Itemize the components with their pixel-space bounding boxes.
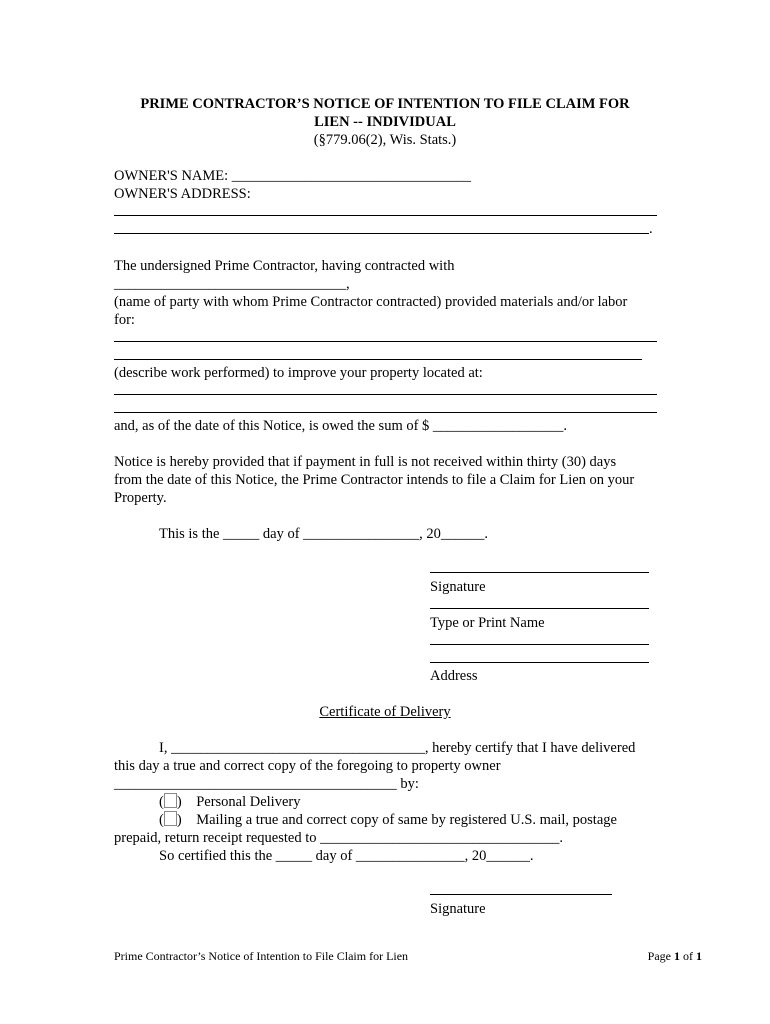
address-blank-1[interactable]	[430, 644, 649, 645]
print-name-label: Type or Print Name	[430, 615, 545, 631]
mail-delivery-option: ( ) Mailing a true and correct copy of same by registered U.S. mail, postage	[159, 812, 617, 828]
mail-delivery-checkbox[interactable]	[164, 811, 177, 826]
certificate-signature-label: Signature	[430, 901, 486, 917]
owner-address-label: OWNER'S ADDRESS:	[114, 186, 251, 202]
certificate-signature-blank[interactable]	[430, 894, 612, 895]
contracted-party-description: (name of party with whom Prime Contractor contracted) provided materials and/or labor	[114, 294, 628, 310]
owner-address-blank-1[interactable]	[114, 215, 657, 216]
owner-name-line[interactable]: OWNER'S NAME: _________________________________	[114, 168, 472, 184]
amount-owed-line[interactable]: and, as of the date of this Notice, is owed the sum of $ __________________.	[114, 418, 568, 434]
notice-date-line[interactable]: This is the _____ day of ________________, 20______.	[159, 526, 489, 542]
document-title-line-1: PRIME CONTRACTOR’S NOTICE OF INTENTION TO FILE CLAIM FOR	[140, 96, 630, 112]
mail-delivery-continued[interactable]: prepaid, return receipt requested to _________________________________.	[114, 830, 564, 846]
owner-address-period: .	[649, 221, 653, 237]
owner-address-blank-2[interactable]	[114, 233, 649, 234]
notice-text-line-3: Property.	[114, 490, 167, 506]
personal-delivery-checkbox[interactable]	[164, 793, 177, 808]
work-description-text: (describe work performed) to improve your property located at:	[114, 365, 483, 381]
contracted-party-blank[interactable]: ________________________________,	[114, 276, 350, 292]
mail-delivery-label: Mailing a true and correct copy of same by registered U.S. mail, postage	[196, 812, 617, 828]
property-blank-1[interactable]	[114, 394, 657, 395]
footer-page-number: Page 1 of 1	[647, 949, 702, 963]
certificate-heading: Certificate of Delivery	[319, 704, 451, 720]
address-label: Address	[430, 668, 478, 684]
document-title-line-2: LIEN -- INDIVIDUAL	[314, 114, 456, 130]
work-blank-2[interactable]	[114, 359, 642, 360]
property-blank-2[interactable]	[114, 412, 657, 413]
certify-line-1[interactable]: I, ___________________________________, hereby certify that I have delivered	[159, 740, 636, 756]
address-blank-2[interactable]	[430, 662, 649, 663]
certify-line-3[interactable]: _______________________________________ by:	[114, 776, 419, 792]
for-label: for:	[114, 312, 135, 328]
signature-blank[interactable]	[430, 572, 649, 573]
contracted-with-text: The undersigned Prime Contractor, having contracted with	[114, 258, 455, 274]
statute-reference: (§779.06(2), Wis. Stats.)	[313, 132, 457, 148]
notice-text-line-1: Notice is hereby provided that if payment in full is not received within thirty (30) days	[114, 454, 617, 470]
personal-delivery-label: Personal Delivery	[196, 794, 301, 810]
print-name-blank[interactable]	[430, 608, 649, 609]
personal-delivery-option: ( ) Personal Delivery	[159, 794, 301, 810]
signature-label: Signature	[430, 579, 486, 595]
notice-text-line-2: from the date of this Notice, the Prime Contractor intends to file a Claim for Lien on your	[114, 472, 635, 488]
work-blank-1[interactable]	[114, 341, 657, 342]
footer-document-title: Prime Contractor’s Notice of Intention to File Claim for Lien	[114, 949, 409, 963]
certified-date-line[interactable]: So certified this the _____ day of _______________, 20______.	[159, 848, 534, 864]
certify-line-2: this day a true and correct copy of the foregoing to property owner	[114, 758, 501, 774]
